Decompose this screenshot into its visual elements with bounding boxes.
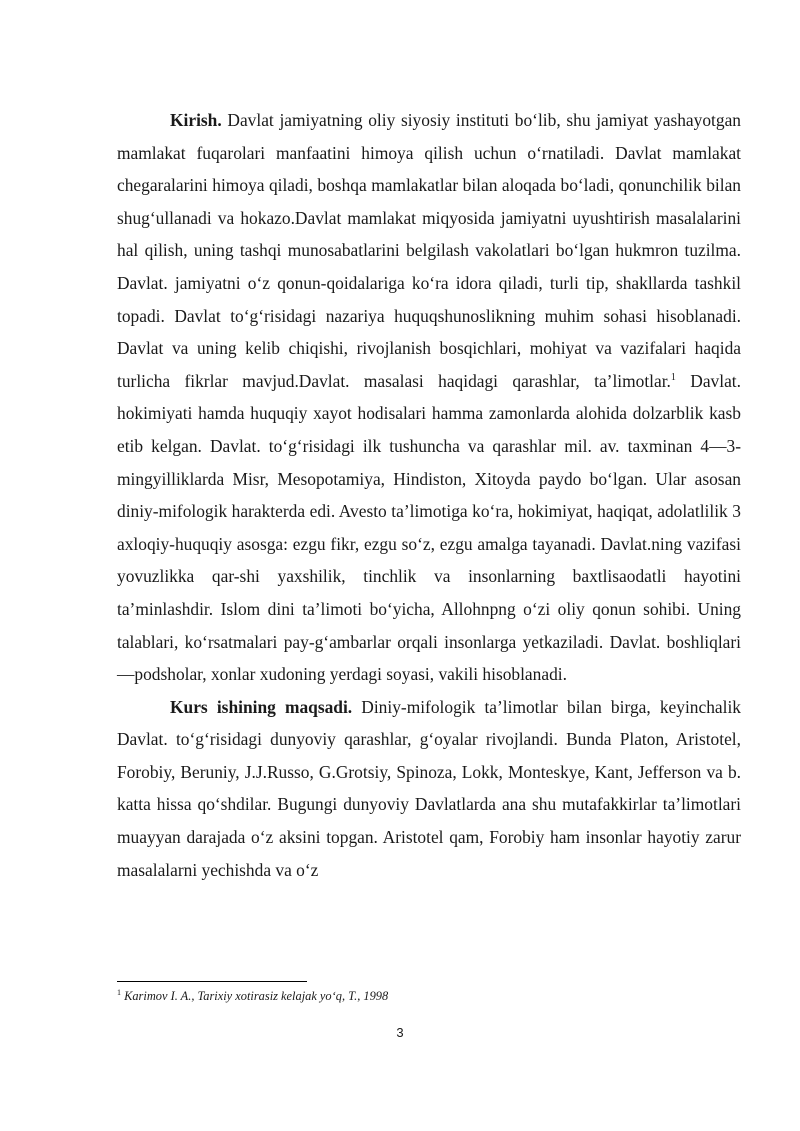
footnote-separator (117, 981, 307, 982)
page-number: 3 (396, 1025, 404, 1040)
footnote-marker: 1 (117, 987, 121, 997)
paragraph-introduction (117, 104, 741, 691)
footnote-text: Karimov I. A., Tarixiy xotirasiz kelajak yo‘q, T., 1998 (121, 989, 389, 1003)
paragraph-text: Diniy-mifologik ta’limotlar bilan birga, keyinchalik Davlat. to‘g‘risidagi dunyoviy qarashlar, g‘oyalar rivojlandi. Bunda Platon, Aristotel, Forobiy, Beruniy, J.J.Russo, G.Grotsiy, Spinoza, Lokk, Monteskye, Kant, Jefferson va b. katta hissa qo‘shdilar. Bugungi dunyoviy Davlatlarda ana shu mutafakkirlar ta’limotlari muayyan darajada o‘z aksini topgan. Aristotel qam, Forobiy ham insonlar hayotiy zarur masalalarni yechishda va o‘z (117, 696, 741, 880)
footnote (117, 989, 388, 1004)
paragraph-text: Davlat jamiyatning oliy siyosiy instituti bo‘lib, shu jamiyat yashayotgan mamlakat fuqarolari manfaatini himoya qilish uchun o‘rnatiladi. Davlat mamlakat chegaralarini himoya qiladi, boshqa mamlakatlar bilan aloqada bo‘ladi, qonunchilik bilan shug‘ullanadi va hokazo.Davlat mamlakat miqyosida jamiyatni uyushtirish masalalarini hal qilish, uning tashqi munosabatlarini belgilash vakolatlari bo‘lgan hukmron tuzilma. Davlat. jamiyatni o‘z qonun-qoidalariga ko‘ra idora qiladi, turli tip, shakllarda tashkil topadi. Davlat to‘g‘risidagi nazariya huquqshunoslikning muhim sohasi hisoblanadi. Davlat va uning kelib chiqishi, rivojlanish bosqichlari, mohiyat va vazifalari haqida turlicha fikrlar mavjud.Davlat. masalasi haqidagi qarashlar, ta’limotlar. (117, 110, 741, 391)
document-body (117, 104, 741, 886)
section-heading-course-goal: Kurs ishining maqsadi. (170, 696, 353, 717)
section-heading-introduction: Kirish. (170, 110, 222, 130)
paragraph-text: Davlat. hokimiyati hamda huquqiy xayot hodisalari hamma zamonlarda alohida dolzarblik kasb etib kelgan. Davlat. to‘g‘risidagi ilk tushuncha va qarashlar mil. av. taxminan 4—3-mingyilliklarda Misr, Mesopotamiya, Hindiston, Xitoyda paydo bo‘lgan. Ular asosan diniy-mifologik harakterda edi. Avesto ta’limotiga ko‘ra, hokimiyat, haqiqat, adolatlilik 3 axloqiy-huquqiy asosga: ezgu fikr, ezgu so‘z, ezgu amalga tayanadi. Davlat.ning vazifasi yovuzlikka qar-shi yaxshilik, tinchlik va insonlarning baxtlisaodatli hayotini ta’minlashdir. Islom dini ta’limoti bo‘yicha, Allohnpng o‘zi oliy qonun sohibi. Uning talablari, ko‘rsatmalari pay-g‘ambarlar orqali insonlarga yetkaziladi. Davlat. boshliqlari—podsholar, xonlar xudoning yerdagi soyasi, vakili hisoblanadi. (117, 370, 741, 685)
footnote-reference[interactable]: 1 (670, 371, 676, 383)
paragraph-course-goal (117, 691, 741, 887)
